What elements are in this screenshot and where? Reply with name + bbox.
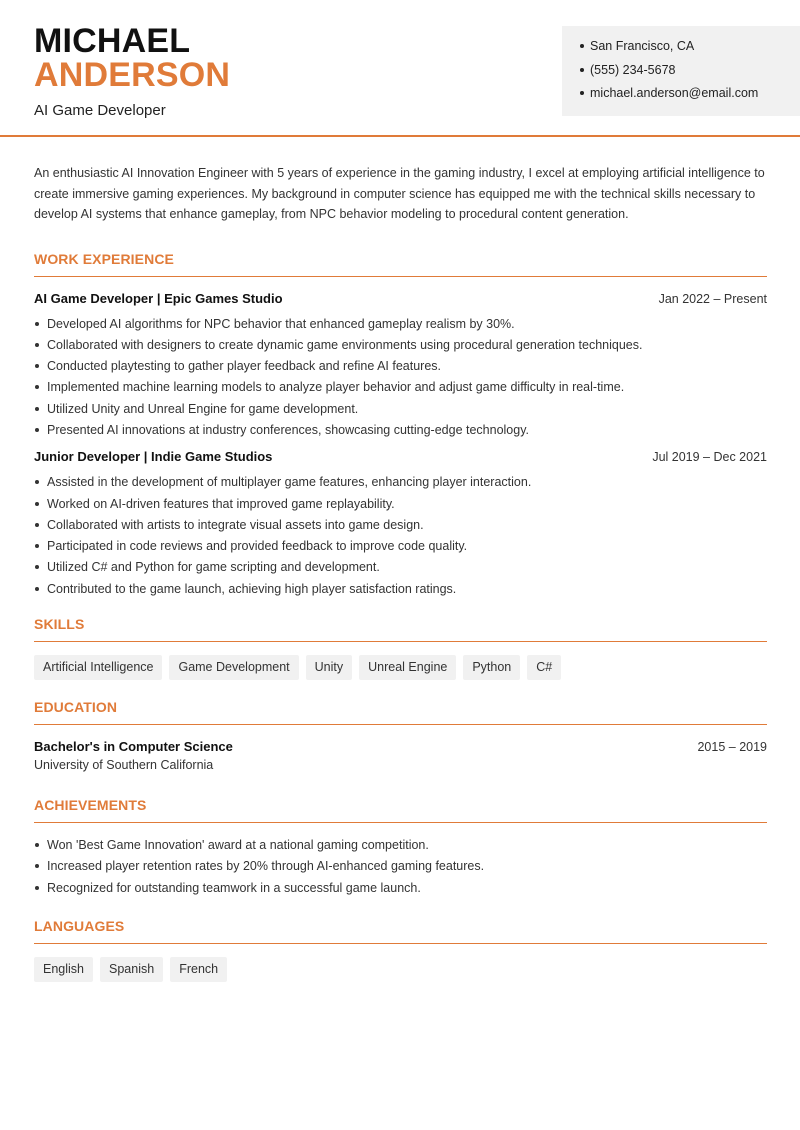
section-title-education: EDUCATION [34,699,767,725]
list-item: Collaborated with designers to create dynamic game environments using procedural generation techniques. [34,337,767,358]
job-header [34,291,767,306]
list-item: Increased player retention rates by 20% through AI-enhanced gaming features. [34,858,767,879]
last-name: ANDERSON [34,56,231,94]
school-name: University of Southern California [34,758,214,773]
skill-tag: Python [463,655,520,680]
list-item: Conducted playtesting to gather player feedback and refine AI features. [34,358,767,379]
skill-tag: Artificial Intelligence [34,655,162,680]
list-item: Worked on AI-driven features that improved game replayability. [34,496,767,517]
name-block [34,24,230,119]
section-title-work: WORK EXPERIENCE [34,251,767,277]
work-section [34,251,767,603]
contact-box [562,26,800,116]
job-bullets [34,316,767,444]
list-item: Utilized Unity and Unreal Engine for game development. [34,401,767,422]
section-title-languages: LANGUAGES [34,918,767,944]
list-item: Presented AI innovations at industry conferences, showcasing cutting-edge technology. [34,422,767,443]
degree-name: Bachelor's in Computer Science [34,739,233,755]
list-item: Collaborated with artists to integrate visual assets into game design. [34,517,767,538]
section-title-achievements: ACHIEVEMENTS [34,797,767,823]
list-item: Developed AI algorithms for NPC behavior that enhanced gameplay realism by 30%. [34,316,767,337]
job-title: AI Game Developer [34,102,166,119]
resume-header [0,0,800,137]
language-tags [34,957,767,982]
list-item: Contributed to the game launch, achieving high player satisfaction ratings. [34,581,767,602]
list-item: Recognized for outstanding teamwork in a successful game launch. [34,880,767,901]
skill-tag: Game Development [169,655,298,680]
job-date: Jul 2019 – Dec 2021 [652,450,767,465]
skill-tag: C# [527,655,561,680]
job-entry [34,291,767,444]
list-item: Participated in code reviews and provided feedback to improve code quality. [34,538,767,559]
education-header [34,739,767,754]
section-title-skills: SKILLS [34,616,767,642]
list-item: Assisted in the development of multiplayer game features, enhancing player interaction. [34,474,767,495]
contact-phone: (555) 234-5678 [580,62,800,86]
language-tag: English [34,957,93,982]
contact-email[interactable]: michael.anderson@email.com [580,85,800,109]
job-header [34,449,767,464]
skills-tags [34,655,767,680]
job-bullets [34,474,767,602]
list-item: Won 'Best Game Innovation' award at a national gaming competition. [34,837,767,858]
summary: An enthusiastic AI Innovation Engineer with 5 years of experience in the gaming industry, I excel at employing artificial intelligence to create immersive gaming experiences. My background in computer science has equipped me with the technical skills necessary to develop AI systems that enhance gameplay, from NPC behavior modeling to procedural content generation. [34,166,765,221]
skill-tag: Unreal Engine [359,655,456,680]
achievements-section [34,797,767,901]
language-tag: French [170,957,227,982]
contact-location: San Francisco, CA [580,38,800,62]
resume-content [34,163,767,982]
job-entry [34,449,767,602]
achievements-list [34,837,767,901]
language-tag: Spanish [100,957,163,982]
list-item: Utilized C# and Python for game scripting and development. [34,559,767,580]
education-dates: 2015 – 2019 [697,740,767,755]
languages-section [34,918,767,982]
job-name: Junior Developer | Indie Game Studios [34,449,273,465]
first-name: MICHAEL [34,22,191,60]
job-date: Jan 2022 – Present [658,291,767,306]
skills-section [34,616,767,680]
job-name: AI Game Developer | Epic Games Studio [34,290,283,306]
list-item: Implemented machine learning models to analyze player behavior and adjust game difficulty in real-time. [34,379,767,400]
education-section [34,699,767,772]
skill-tag: Unity [306,655,352,680]
